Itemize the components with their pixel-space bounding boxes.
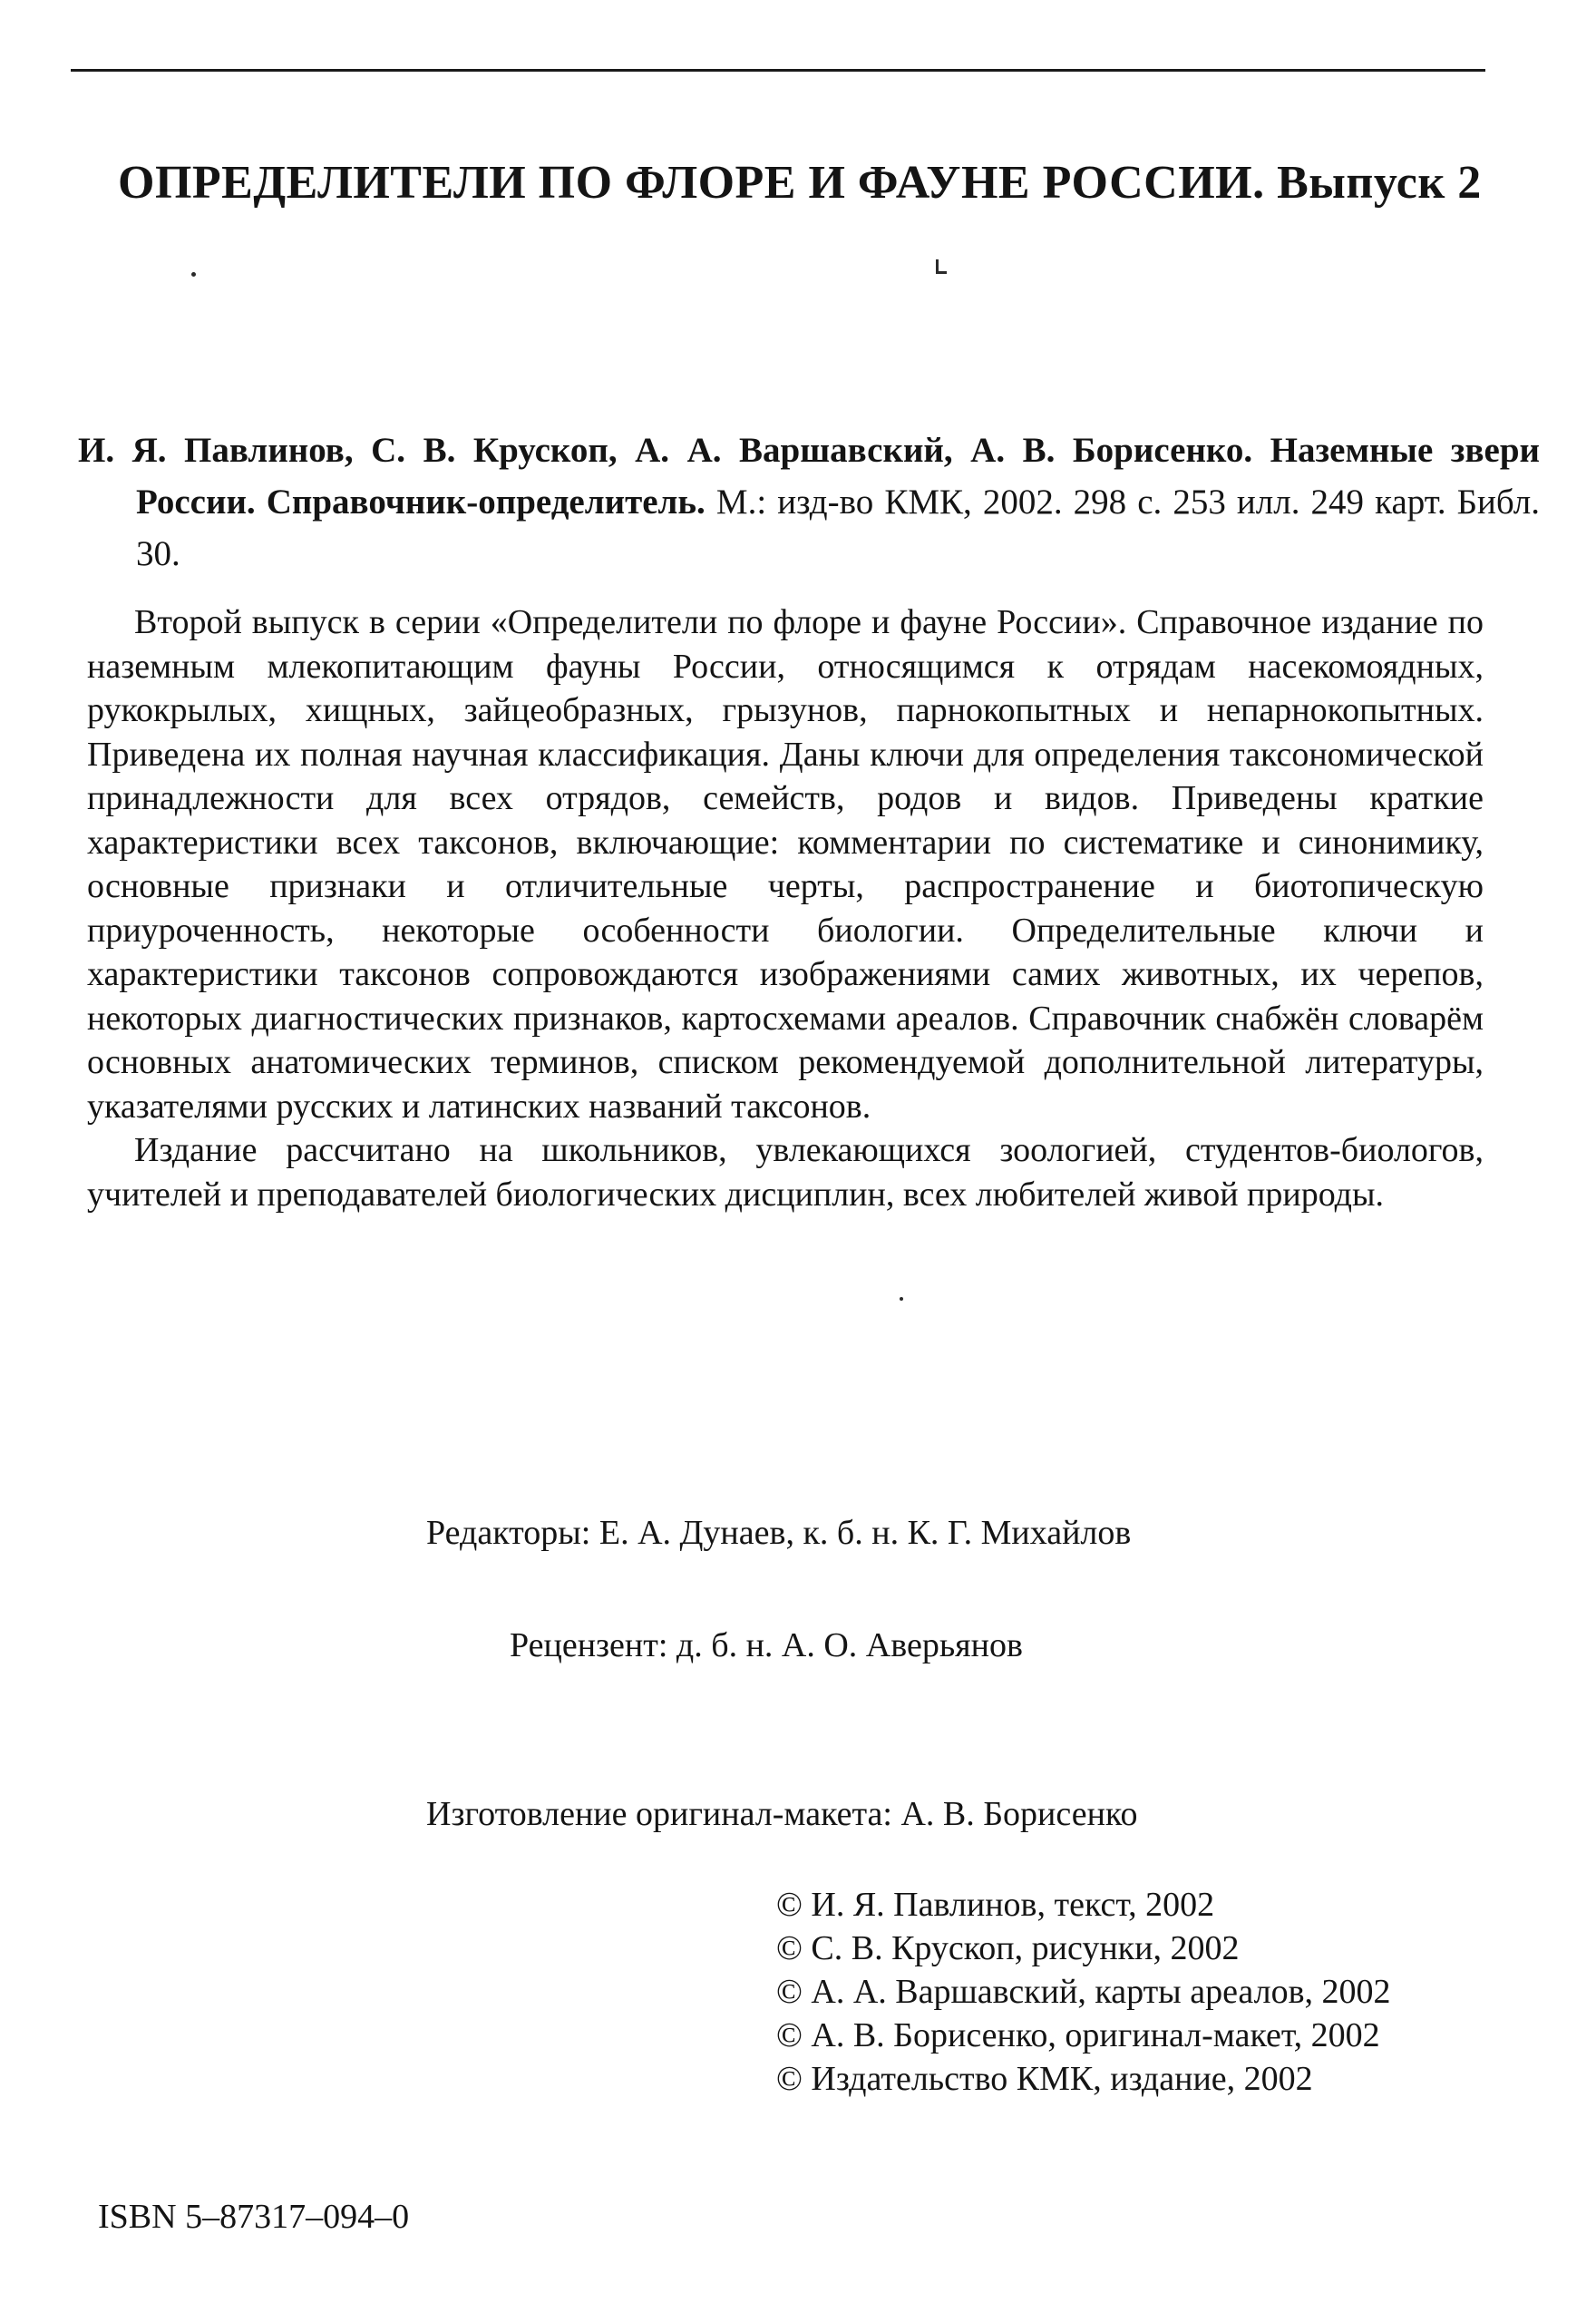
copyright-line: © С. В. Крускоп, рисунки, 2002: [776, 1929, 1240, 1967]
scan-speck: [900, 1297, 903, 1301]
scan-speck: [191, 272, 196, 277]
scan-speck: [936, 259, 939, 272]
copyright-line: © А. В. Борисенко, оригинал-макет, 2002: [776, 2016, 1380, 2054]
reviewer-credit: Рецензент: д. б. н. А. О. Аверьянов: [510, 1626, 1023, 1664]
series-title: ОПРЕДЕЛИТЕЛИ ПО ФЛОРЕ И ФАУНЕ РОССИИ. Выпуск 2: [118, 157, 1482, 209]
abstract-paragraph: Издание рассчитано на школьников, увлекающихся зоологией, студентов-биологов, учителей и преподавателей биологических дисциплин, всех любителей живой природы.: [87, 1131, 1484, 1214]
top-rule: [71, 69, 1485, 72]
citation-authors: И. Я. Павлинов, С. В. Крускоп, А. А. Варшавский, А. В. Борисенко.: [78, 431, 1253, 470]
abstract: [87, 600, 1484, 1216]
citation-imprint: М.: изд-во КМК, 2002. 298 с. 253 илл. 249 карт. Библ. 30.: [136, 483, 1541, 573]
isbn: ISBN 5–87317–094–0: [98, 2198, 410, 2236]
editors-credit: Редакторы: Е. А. Дунаев, к. б. н. К. Г. Михайлов: [426, 1514, 1132, 1552]
citation-book-title: Наземные звери России. Справочник-определитель.: [136, 431, 1541, 522]
copyright-line: © И. Я. Павлинов, текст, 2002: [776, 1886, 1215, 1924]
layout-credit: Изготовление оригинал-макета: А. В. Борисенко: [426, 1795, 1138, 1833]
bibliographic-citation: [78, 424, 1540, 580]
scan-speck: [936, 271, 947, 274]
copyright-list: [776, 1883, 1391, 2101]
copyright-line: © А. А. Варшавский, карты ареалов, 2002: [776, 1973, 1391, 2011]
copyright-line: © Издательство КМК, издание, 2002: [776, 2060, 1313, 2098]
abstract-paragraph: Второй выпуск в серии «Определители по флоре и фауне России». Справочное издание по наземным млекопитающим фауны России, относящимся к отрядам насекомоядных, рукокрылых, хищных, зайцеобразных, грызунов, парнокопытных и непарнокопытных. Приведена их полная научная классификация. Даны ключи для определения таксономической принадлежности для всех отрядов, семейств, родов и видов. Приведены краткие характеристики всех таксонов, включающие: комментарии по систематике и синонимику, основные признаки и отличительные черты, распространение и биотопическую приуроченность, некоторые особенности биологии. Определительные ключи и характеристики таксонов сопровождаются изображениями самих животных, их черепов, некоторых диагностических признаков, картосхемами ареалов. Справочник снабжён словарём основных анатомических терминов, списком рекомендуемой дополнительной литературы, указателями русских и латинских названий таксонов.: [87, 603, 1484, 1126]
